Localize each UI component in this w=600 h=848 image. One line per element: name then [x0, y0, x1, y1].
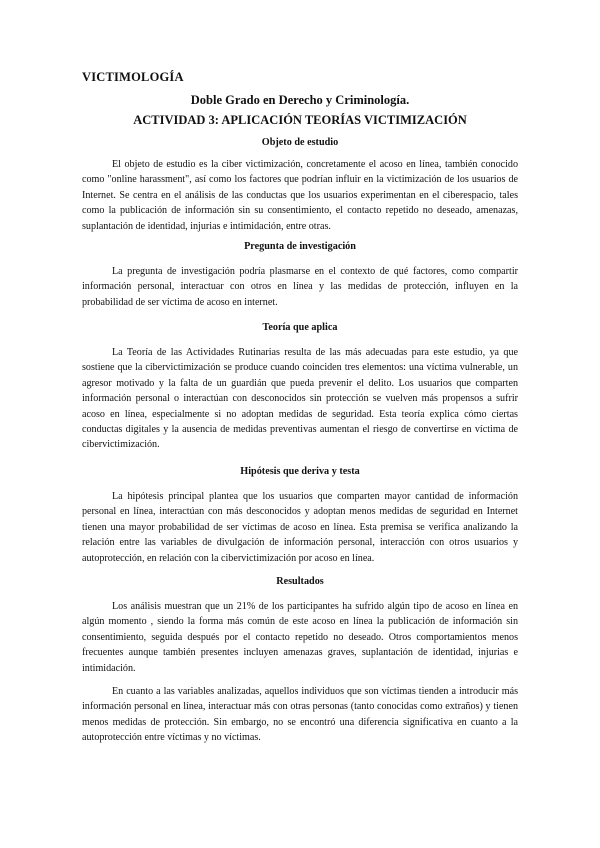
paragraph-results-1: Los análisis muestran que un 21% de los participantes ha sufrido algún tipo de acoso en línea en algún momento , siendo la forma más común de este acoso en línea la publicación de información sin consentimiento, seguida después por el contacto repetido no deseado. Otros comportamientos menos frecuentes aunque también presentes incluyen amenazas graves, suplantación de identidad, injurias e intimidación.	[82, 601, 518, 674]
paragraph-hypothesis: La hipótesis principal plantea que los usuarios que comparten mayor cantidad de información personal en línea, interactúan con más desconocidos y adoptan menos medidas de seguridad en Internet tienen una mayor probabilidad de ser víctimas de acoso en línea. Esta premisa se verifica analizando la relación entre las variables de divulgación de información personal, interacción con otros usuarios y autoprotección, en relación con la cibervictimización por acoso en línea.	[82, 491, 518, 564]
section-heading-results: Resultados	[276, 576, 324, 587]
degree-subtitle: Doble Grado en Derecho y Criminología.	[190, 93, 410, 107]
document-title: VICTIMOLOGÍA	[82, 70, 184, 84]
paragraph-theory: La Teoría de las Actividades Rutinarias resulta de las más adecuadas para este estudio, ya que sostiene que la cibervictimización se produce cuando coinciden tres elementos: una víctima vulnerable, un agresor motivado y la falta de un guardián que pueda prevenir el delito. Los usuarios que comparten información personal o interactúan con desconocidos sin protección se vuelven más propensos a sufrir acoso en línea, especialmente si no adoptan medidas de seguridad. Esta teoría explica cómo ciertas conductas digitales y la ausencia de medidas preventivas aumentan el riesgo de convertirse en víctima de cibervictimización.	[82, 347, 518, 451]
paragraph-question: La pregunta de investigación podría plasmarse en el contexto de qué factores, como compartir información personal, interactuar con otros en línea y las medidas de protección, influyen en la probabilidad de ser víctima de acoso en internet.	[82, 266, 518, 308]
paragraph-object: El objeto de estudio es la ciber victimización, concretamente el acoso en línea, también conocido como "online harassment", así como los factores que podrían influir en la victimización de los usuarios de Internet. Se centra en el análisis de las conductas que los usuarios experimentan en el ciberespacio, tales como la publicación de información sin su consentimiento, el contacto repetido no deseado, amenazas, suplantación de identidad, injurias e intimidación, entre otras.	[82, 159, 518, 232]
paragraph-results-2: En cuanto a las variables analizadas, aquellos individuos que son víctimas tienden a introducir más información personal en línea, interactuar más con otras personas (tanto conocidas como extraños) y tienen menos medidas de protección. Sin embargo, no se encontró una diferencia significativa en cuanto a la autoprotección entre víctimas y no víctimas.	[82, 686, 518, 744]
section-heading-theory: Teoría que aplica	[262, 322, 338, 333]
section-heading-hypothesis: Hipótesis que deriva y testa	[240, 466, 360, 477]
activity-title: ACTIVIDAD 3: APLICACIÓN TEORÍAS VICTIMIZACIÓN	[133, 113, 467, 127]
section-heading-object: Objeto de estudio	[261, 137, 339, 148]
section-heading-question: Pregunta de investigación	[244, 241, 356, 252]
